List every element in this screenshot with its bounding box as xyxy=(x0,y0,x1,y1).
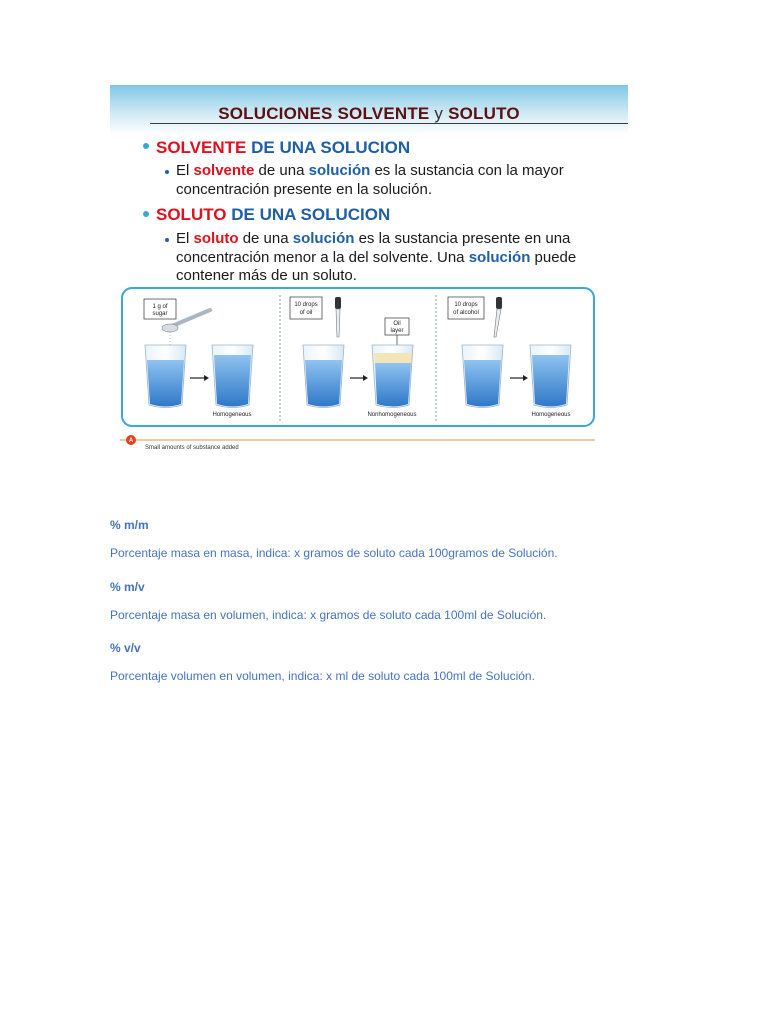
definition-heading-mm: % m/m xyxy=(110,518,149,532)
panel2-extra1: Oil xyxy=(393,321,401,327)
s2-text-c: de una xyxy=(242,230,289,247)
section1-heading xyxy=(156,138,410,158)
s2-text-solucion: solución xyxy=(292,230,355,247)
dropper-icon xyxy=(335,297,341,309)
dropper-icon xyxy=(496,297,502,309)
sub-bullet-icon xyxy=(165,170,169,174)
definition-text-mv: Porcentaje masa en volumen, indica: x gramos de soluto cada 100ml de Solución. xyxy=(110,608,547,622)
s1-text-a: El xyxy=(176,162,190,179)
slide-title xyxy=(110,104,628,124)
s2-text-solucion2: solución xyxy=(468,248,531,266)
panel2-label2: of oil xyxy=(299,310,313,316)
section2-heading-red: SOLUTO xyxy=(156,205,227,224)
panel3-label1: 10 drops xyxy=(454,302,478,308)
section1-text xyxy=(176,162,616,199)
bullet-dot-icon xyxy=(143,211,149,217)
panel3-result: Homogeneous xyxy=(531,412,571,418)
panel2-extra2: layer xyxy=(390,328,404,334)
panel3-label2: of alcohol xyxy=(453,310,479,316)
section2-heading xyxy=(156,205,390,225)
s2-text-g: puede contener más de un soluto. xyxy=(176,248,577,284)
bullet-dot-icon xyxy=(143,143,149,149)
slide-title-part2: SOLUTO xyxy=(448,104,520,123)
definition-text-vv: Porcentaje volumen en volumen, indica: x ml de soluto cada 100ml de Solución. xyxy=(110,669,535,683)
panel1-label1: 1 g of xyxy=(152,304,168,310)
section1-heading-blue: DE UNA SOLUCION xyxy=(251,138,411,157)
slide-title-y: y xyxy=(434,104,444,123)
solution-figure xyxy=(110,285,628,453)
section1-heading-red: SOLVENTE xyxy=(156,138,247,157)
s2-text-soluto: soluto xyxy=(193,230,239,247)
definition-heading-vv: % v/v xyxy=(110,641,141,655)
figure-frame xyxy=(122,288,594,426)
s2-text-e: es la sustancia presente en una concentración menor a la del solvente. Una xyxy=(176,230,571,266)
figure-caption: Small amounts of substance added xyxy=(145,445,239,451)
slide-image xyxy=(110,85,628,453)
s1-text-e: es la sustancia con la mayor concentración presente en la solución. xyxy=(176,162,564,198)
panel1-label2: sugar xyxy=(152,311,168,317)
section2-text xyxy=(176,230,616,286)
s1-text-solucion: solución xyxy=(308,162,371,179)
panel1-result: Homogeneous xyxy=(212,412,252,418)
s2-text-a: El xyxy=(176,230,190,247)
definition-heading-mv: % m/v xyxy=(110,580,145,594)
s1-text-solvente: solvente xyxy=(193,162,255,179)
section2-heading-blue: DE UNA SOLUCION xyxy=(231,205,391,224)
definition-text-mm: Porcentaje masa en masa, indica: x gramos de soluto cada 100gramos de Solución. xyxy=(110,546,558,560)
panel2-label1: 10 drops xyxy=(294,302,318,308)
slide-title-part1: SOLUCIONES SOLVENTE xyxy=(218,104,430,123)
badge-letter: A xyxy=(128,438,134,444)
sub-bullet-icon xyxy=(165,238,169,242)
panel2-result: Nonhomogeneous xyxy=(367,412,417,418)
s1-text-c: de una xyxy=(258,162,305,179)
